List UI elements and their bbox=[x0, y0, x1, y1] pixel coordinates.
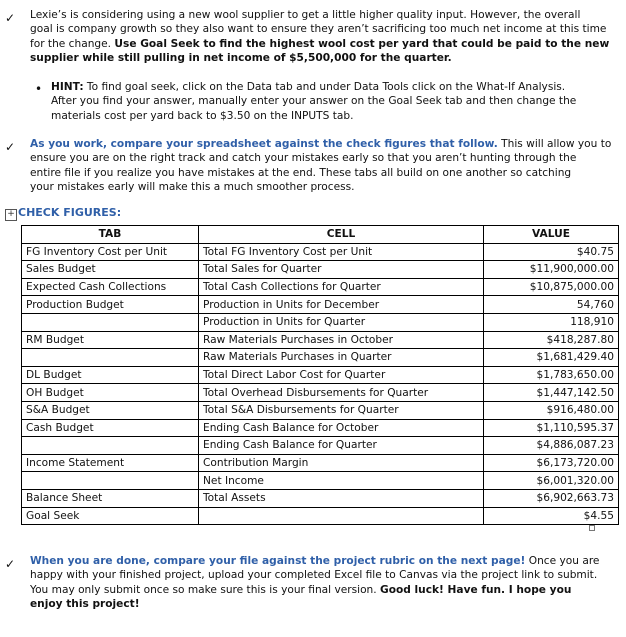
row-value: $418,287.80 bbox=[484, 331, 619, 349]
table-row bbox=[22, 349, 619, 367]
hint-line-1 bbox=[51, 80, 576, 94]
row-cell: Production in Units for Quarter bbox=[199, 313, 484, 331]
table-row bbox=[22, 419, 619, 437]
checkmark-icon: ✓ bbox=[5, 557, 16, 571]
row-value: $1,783,650.00 bbox=[484, 366, 619, 384]
table-row bbox=[22, 261, 619, 279]
table-row bbox=[22, 437, 619, 455]
row-cell: Ending Cash Balance for October bbox=[199, 419, 484, 437]
table-row bbox=[22, 278, 619, 296]
work-line-1b: This will allow you to bbox=[497, 138, 612, 150]
hint-paragraph bbox=[51, 80, 576, 123]
row-tab: Expected Cash Collections bbox=[22, 278, 199, 296]
intro-line-1: Lexie’s is considering using a new wool supplier to get a little higher quality input. However, the overall bbox=[30, 9, 581, 21]
row-tab: OH Budget bbox=[22, 384, 199, 402]
check-figures-title: CHECK FIGURES: bbox=[18, 206, 122, 219]
row-cell: Raw Materials Purchases in Quarter bbox=[199, 349, 484, 367]
row-tab: Income Statement bbox=[22, 454, 199, 472]
row-cell: Total Sales for Quarter bbox=[199, 261, 484, 279]
table-row bbox=[22, 472, 619, 490]
row-tab: RM Budget bbox=[22, 331, 199, 349]
row-cell: Net Income bbox=[199, 472, 484, 490]
row-value: $1,447,142.50 bbox=[484, 384, 619, 402]
finish-line-4b: enjoy this project! bbox=[30, 598, 140, 611]
row-cell: Total Assets bbox=[199, 489, 484, 507]
table-row bbox=[22, 331, 619, 349]
hint-label: HINT: bbox=[51, 81, 84, 93]
finish-line-1 bbox=[30, 554, 599, 568]
work-line-1a: As you work, compare your spreadsheet against the check figures that follow. bbox=[30, 138, 498, 150]
row-cell: Raw Materials Purchases in October bbox=[199, 331, 484, 349]
table-row bbox=[22, 366, 619, 384]
header-value: VALUE bbox=[484, 226, 619, 244]
row-tab: Goal Seek bbox=[22, 507, 199, 525]
row-cell bbox=[199, 507, 484, 525]
row-cell: Production in Units for December bbox=[199, 296, 484, 314]
table-row bbox=[22, 243, 619, 261]
finish-line-1a: When you are done, compare your file against the project rubric on the next page! bbox=[30, 555, 526, 567]
row-tab: Cash Budget bbox=[22, 419, 199, 437]
row-value: $1,681,429.40 bbox=[484, 349, 619, 367]
row-value: $1,110,595.37 bbox=[484, 419, 619, 437]
row-tab: DL Budget bbox=[22, 366, 199, 384]
row-cell: Total FG Inventory Cost per Unit bbox=[199, 243, 484, 261]
row-value: $6,173,720.00 bbox=[484, 454, 619, 472]
table-header-row bbox=[22, 226, 619, 244]
table-expand-icon[interactable]: + bbox=[5, 209, 17, 221]
intro-paragraph bbox=[30, 8, 609, 66]
finish-line-3a: You may only submit once so make sure this is your final version. bbox=[30, 583, 381, 596]
checkmark-icon: ✓ bbox=[5, 11, 16, 25]
work-paragraph bbox=[30, 137, 611, 195]
finish-line-3 bbox=[30, 583, 599, 597]
row-value: $6,902,663.73 bbox=[484, 489, 619, 507]
row-value: $11,900,000.00 bbox=[484, 261, 619, 279]
table-row bbox=[22, 507, 619, 525]
finish-line-2: happy with your finished project, upload your completed Excel file to Canvas via the project link to submit. bbox=[30, 569, 598, 582]
finish-paragraph bbox=[30, 554, 599, 612]
row-cell: Contribution Margin bbox=[199, 454, 484, 472]
check-figures-table bbox=[21, 225, 619, 525]
row-cell: Total Direct Labor Cost for Quarter bbox=[199, 366, 484, 384]
row-tab: Production Budget bbox=[22, 296, 199, 314]
finish-line-3b: Good luck! Have fun. I hope you bbox=[380, 583, 572, 596]
intro-line-3a: for the change. bbox=[30, 37, 115, 50]
intro-line-2: goal is company growth so they also want to ensure they aren’t sacrificing too much net income at this time bbox=[30, 23, 607, 36]
table-row bbox=[22, 489, 619, 507]
row-tab: Sales Budget bbox=[22, 261, 199, 279]
row-tab: Balance Sheet bbox=[22, 489, 199, 507]
row-tab bbox=[22, 437, 199, 455]
table-row bbox=[22, 384, 619, 402]
row-value: $6,001,320.00 bbox=[484, 472, 619, 490]
hint-line-2: After you find your answer, manually enter your answer on the Goal Seek tab and then change the bbox=[51, 95, 577, 108]
row-value: $916,480.00 bbox=[484, 401, 619, 419]
work-line-4: your mistakes early will make this a much smoother process. bbox=[30, 181, 355, 194]
finish-line-4 bbox=[30, 597, 599, 611]
work-line-1 bbox=[30, 137, 611, 151]
row-tab bbox=[22, 313, 199, 331]
row-cell: Total Cash Collections for Quarter bbox=[199, 278, 484, 296]
row-value: $10,875,000.00 bbox=[484, 278, 619, 296]
intro-line-4b: supplier while still pulling in net income of $5,500,000 for the quarter. bbox=[30, 52, 452, 65]
intro-line-4 bbox=[30, 51, 609, 65]
header-cell: CELL bbox=[199, 226, 484, 244]
header-tab: TAB bbox=[22, 226, 199, 244]
row-cell: Total S&A Disbursements for Quarter bbox=[199, 401, 484, 419]
hint-line-3: materials cost per yard back to $3.50 on the INPUTS tab. bbox=[51, 109, 354, 122]
table-row bbox=[22, 313, 619, 331]
hint-line-1-text: To find goal seek, click on the Data tab and under Data Tools click on the What-If Analysis. bbox=[83, 81, 566, 93]
intro-line-3b: Use Goal Seek to find the highest wool cost per yard that could be paid to the new bbox=[114, 37, 610, 50]
row-value: $4.55 bbox=[484, 507, 619, 525]
intro-line-3 bbox=[30, 37, 609, 51]
bullet-icon: • bbox=[35, 82, 43, 96]
row-value: $40.75 bbox=[484, 243, 619, 261]
row-tab: S&A Budget bbox=[22, 401, 199, 419]
table-row bbox=[22, 454, 619, 472]
table-row bbox=[22, 401, 619, 419]
row-value: $4,886,087.23 bbox=[484, 437, 619, 455]
table-resize-handle[interactable] bbox=[589, 525, 595, 531]
row-tab bbox=[22, 472, 199, 490]
row-cell: Total Overhead Disbursements for Quarter bbox=[199, 384, 484, 402]
finish-line-1b: Once you are bbox=[525, 555, 600, 567]
row-tab: FG Inventory Cost per Unit bbox=[22, 243, 199, 261]
work-line-2: ensure you are on the right track and catch your mistakes early so that you aren’t hunting through the bbox=[30, 152, 577, 165]
row-value: 54,760 bbox=[484, 296, 619, 314]
row-value: 118,910 bbox=[484, 313, 619, 331]
work-line-3: entire file if you realize you have mistakes at the end. These tabs all build on one another so catching bbox=[30, 166, 572, 179]
checkmark-icon: ✓ bbox=[5, 140, 16, 154]
table-row bbox=[22, 296, 619, 314]
row-cell: Ending Cash Balance for Quarter bbox=[199, 437, 484, 455]
row-tab bbox=[22, 349, 199, 367]
